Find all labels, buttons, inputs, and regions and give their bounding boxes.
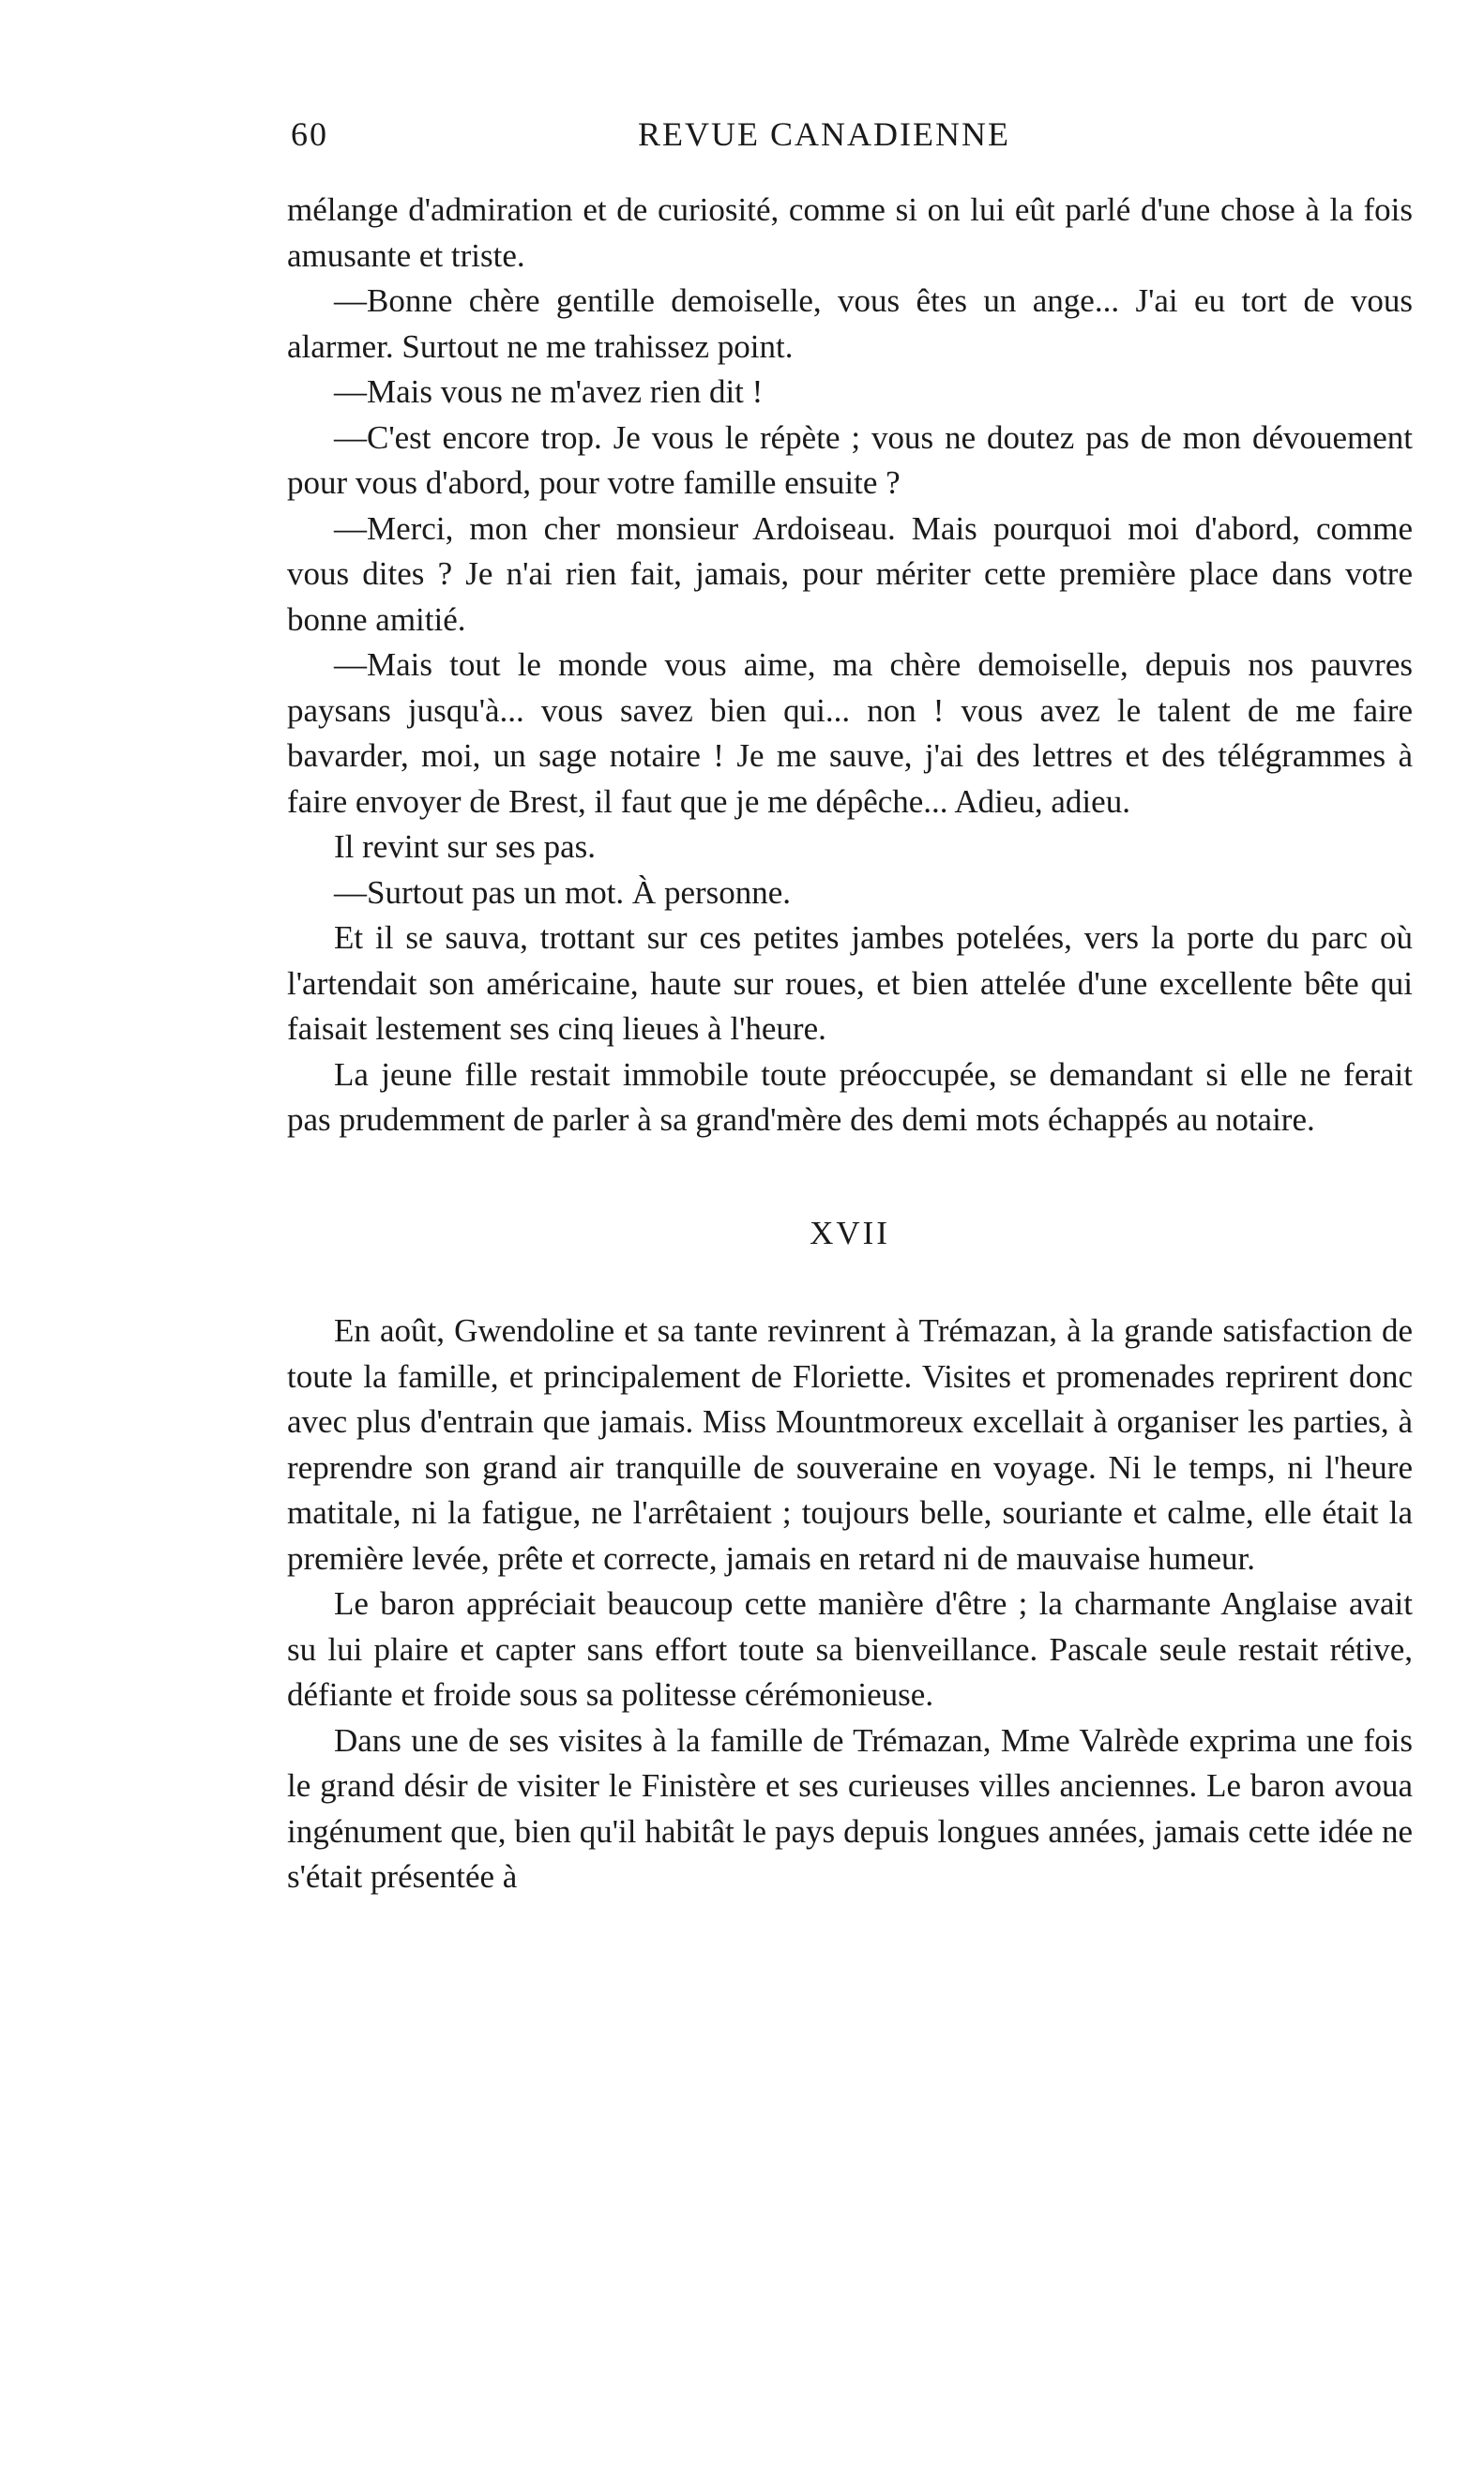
paragraph: —Mais vous ne m'avez rien dit !: [334, 373, 764, 410]
paragraph: Le baron appréciait beaucoup cette manière d'être ; la charmante Anglaise avait su lui plaire et capter sans effort toute sa bienveillance. Pascale seule restait rétive, défiante et froide sous sa politesse cérémonieuse.: [287, 1585, 1413, 1713]
paragraph: —Surtout pas un mot. À personne.: [334, 873, 792, 911]
paragraph: La jeune fille restait immobile toute préoccupée, se demandant si elle ne ferait pas prudemment de parler à sa grand'mère des demi mots échappés au notaire.: [287, 1055, 1413, 1138]
page-number: 60: [291, 115, 328, 153]
paragraph: —Bonne chère gentille demoiselle, vous êtes un ange... J'ai eu tort de vous alarmer. Surtout ne me trahissez point.: [287, 282, 1413, 365]
paragraph: —C'est encore trop. Je vous le répète ; vous ne doutez pas de mon dévouement pour vous d'abord, pour votre famille ensuite ?: [287, 418, 1413, 501]
paragraph: Et il se sauva, trottant sur ces petites jambes potelées, vers la porte du parc où l'artendait son américaine, haute sur roues, et bien attelée d'une excellente bête qui faisait lestement ses cinq lieues à l'heure.: [287, 919, 1413, 1047]
running-head: [291, 114, 1416, 161]
paragraph: —Merci, mon cher monsieur Ardoiseau. Mais pourquoi moi d'abord, comme vous dites ? Je n'ai rien fait, jamais, pour mériter cette première place dans votre bonne amitié.: [287, 509, 1413, 638]
paragraph: Il revint sur ses pas.: [334, 828, 596, 865]
paragraph: En août, Gwendoline et sa tante revinrent à Trémazan, à la grande satisfaction de toute la famille, et principalement de Floriette. Visites et promenades reprirent donc avec plus d'entrain que jamais. Miss Mountmoreux excellait à organiser les parties, à reprendre son grand air tranquille de souveraine en voyage. Ni le temps, ni l'heure matitale, ni la fatigue, ne l'arrêtaient ; toujours belle, souriante et calme, elle était la première levée, prête et correcte, jamais en retard ni de mauvaise humeur.: [287, 1312, 1413, 1577]
paragraph: Dans une de ses visites à la famille de Trémazan, Mme Valrède exprima une fois le grand désir de visiter le Finistère et ses curieuses villes anciennes. Le baron avoua ingénument que, bien qu'il habitât le pays depuis longues années, jamais cette idée ne s'était présentée à: [287, 1721, 1413, 1895]
paragraph: mélange d'admiration et de curiosité, comme si on lui eût parlé d'une chose à la fois amusante et triste.: [287, 191, 1413, 274]
paragraph: —Mais tout le monde vous aime, ma chère demoiselle, depuis nos pauvres paysans jusqu'à... vous savez bien qui... non ! vous avez le talent de me faire bavarder, moi, un sage notaire ! Je me sauve, j'ai des lettres et des télégrammes à faire envoyer de Brest, il faut que je me dépêche... Adieu, adieu.: [287, 646, 1413, 820]
chapter-heading: XVII: [810, 1214, 890, 1251]
journal-title: REVUE CANADIENNE: [638, 115, 1010, 153]
body-text: [287, 188, 1413, 1900]
